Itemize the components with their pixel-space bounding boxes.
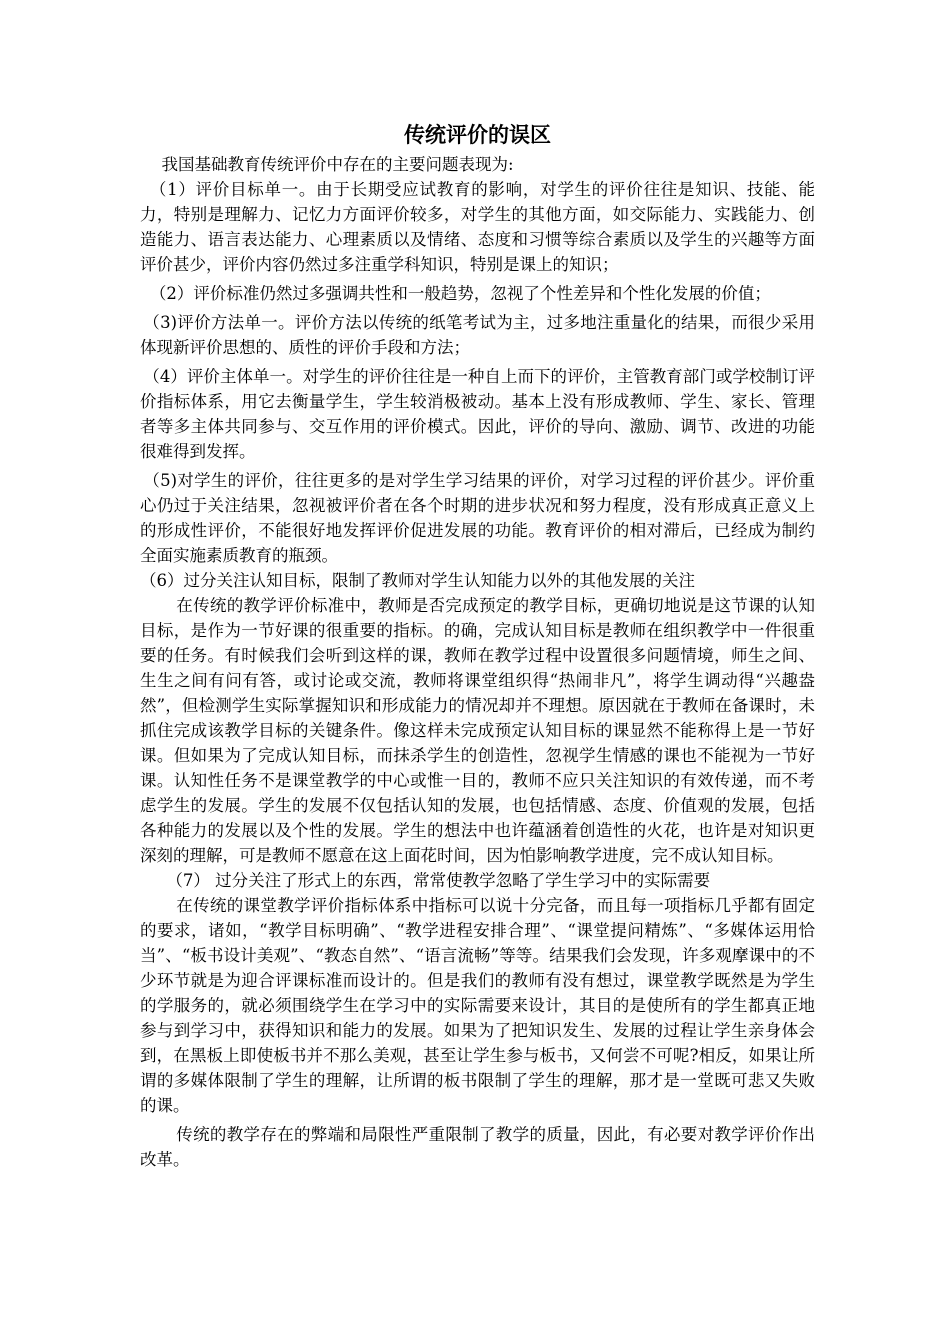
paragraph-item-5: （5)对学生的评价，往往更多的是对学生学习结果的评价，对学习过程的评价甚少。评价重心仍过于关注结果，忽视被评价者在各个时期的进步状况和努力程度，没有形成真正意义上的形成性评价，不能很好地发挥评价促进发展的功能。教育评价的相对滞后，已经成为制约全面实施素质教育的瓶颈。 [140, 471, 815, 565]
section-heading-6: （6）过分关注认知目标，限制了教师对学生认知能力以外的其他发展的关注 [140, 571, 695, 590]
section-heading-7: （7） 过分关注了形式上的东西，常常使教学忽略了学生学习中的实际需要 [166, 871, 711, 890]
body-paragraph-6: 在传统的教学评价标准中，教师是否完成预定的教学目标，更确切地说是这节课的认知目标，是作为一节好课的很重要的指标。的确，完成认知目标是教师在组织教学中一件很重要的任务。有时候我们会听到这样的课，教师在教学过程中设置很多问题情境，师生之间、生生之间有问有答，或讨论或交流，教师将课堂组织得“热闹非凡”，将学生调动得“兴趣盎然”，但检测学生实际掌握知识和形成能力的情况却并不理想。原因就在于教师在备课时，未抓住完成该教学目标的关键条件。像这样未完成预定认知目标的课显然不能称得上是一节好课。但如果为了完成认知目标，而抹杀学生的创造性，忽视学生情感的课也不能视为一节好课。认知性任务不是课堂教学的中心或惟一目的，教师不应只关注知识的有效传递，而不考虑学生的发展。学生的发展不仅包括认知的发展，也包括情感、态度、价值观的发展，包括各种能力的发展以及个性的发展。学生的想法中也许蕴涵着创造性的火花，也许是对知识更深刻的理解，可是教师不愿意在这上面花时间，因为怕影响教学进度，完不成认知目标。 [140, 596, 815, 865]
paragraph-item-1: （1）评价目标单一。由于长期受应试教育的影响，对学生的评价往往是知识、技能、能力，特别是理解力、记忆力方面评价较多，对学生的其他方面，如交际能力、实践能力、创造能力、语言表达能力、心理素质以及情绪、态度和习惯等综合素质以及学生的兴趣等方面评价甚少，评价内容仍然过多注重学科知识，特别是课上的知识； [140, 180, 815, 274]
paragraph-item-3: （3)评价方法单一。评价方法以传统的纸笔考试为主，过多地注重量化的结果，而很少采用体现新评价思想的、质性的评价手段和方法； [140, 313, 815, 357]
paragraph-item-4: （4）评价主体单一。对学生的评价往往是一种自上而下的评价，主管教育部门或学校制订评价指标体系，用它去衡量学生，学生较消极被动。基本上没有形成教师、学生、家长、管理者等多主体共同参与、交互作用的评价模式。因此，评价的导向、激励、调节、改进的功能很难得到发挥。 [140, 367, 815, 461]
document-page [140, 118, 815, 1172]
document-title: 传统评价的误区 [404, 123, 551, 147]
conclusion-paragraph: 传统的教学存在的弊端和局限性严重限制了教学的质量，因此，有必要对教学评价作出改革。 [140, 1125, 815, 1169]
body-paragraph-7: 在传统的课堂教学评价指标体系中指标可以说十分完备，而且每一项指标几乎都有固定的要求，诸如，“教学目标明确”、“教学进程安排合理”、“课堂提问精炼”、“多媒体运用恰当”、“板书设计美观”、“教态自然”、“语言流畅”等等。结果我们会发现，许多观摩课中的不少环节就是为迎合评课标准而设计的。但是我们的教师有没有想过，课堂教学既然是为学生的学服务的，就必须围绕学生在学习中的实际需要来设计，其目的是使所有的学生都真正地参与到学习中，获得知识和能力的发展。如果为了把知识发生、发展的过程让学生亲身体会到，在黑板上即使板书并不那么美观，甚至让学生参与板书，又何尝不可呢?相反，如果让所谓的多媒体限制了学生的理解，让所谓的板书限制了学生的理解，那才是一堂既可悲又失败的课。 [140, 896, 815, 1115]
paragraph-item-2: （2）评价标准仍然过多强调共性和一般趋势，忽视了个性差异和个性化发展的价值； [149, 284, 771, 303]
intro-paragraph: 我国基础教育传统评价中存在的主要问题表现为: [161, 155, 514, 174]
